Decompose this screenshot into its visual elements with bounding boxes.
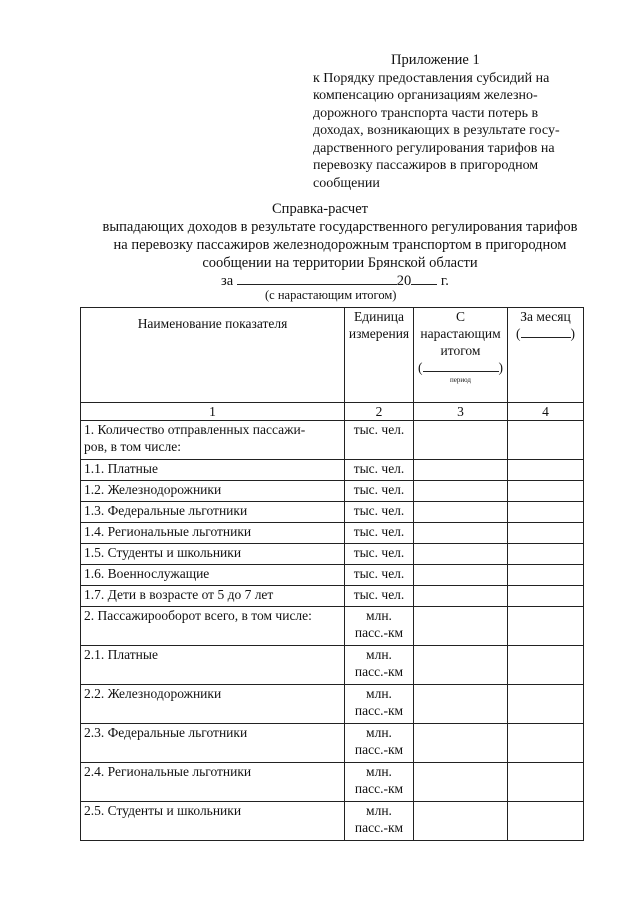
column-number: 1 bbox=[81, 403, 345, 421]
year-blank-field[interactable] bbox=[411, 270, 437, 285]
month-value-cell[interactable] bbox=[508, 763, 584, 802]
row-unit: тыс. чел. bbox=[345, 460, 414, 481]
cumulative-value-cell[interactable] bbox=[414, 724, 508, 763]
row-label: 1.6. Военнослужащие bbox=[81, 565, 345, 586]
period-prefix: за bbox=[221, 273, 234, 289]
row-unit: тыс. чел. bbox=[345, 421, 414, 460]
appendix-line: компенсацию организациям железно- bbox=[313, 88, 538, 103]
column-number: 3 bbox=[414, 403, 508, 421]
row-label: 2.2. Железнодорожники bbox=[81, 685, 345, 724]
header-unit: Единица измерения bbox=[345, 308, 414, 403]
row-unit: тыс. чел. bbox=[345, 565, 414, 586]
row-label: 1.3. Федеральные льготники bbox=[81, 502, 345, 523]
table-header-row bbox=[81, 308, 584, 403]
row-label: 1.7. Дети в возрасте от 5 до 7 лет bbox=[81, 586, 345, 607]
cumulative-note: (с нарастающим итогом) bbox=[265, 288, 397, 302]
row-unit: млн. пасс.-км bbox=[345, 802, 414, 841]
month-value-cell[interactable] bbox=[508, 724, 584, 763]
cumulative-value-cell[interactable] bbox=[414, 523, 508, 544]
appendix-line: доходах, возникающих в результате госу- bbox=[313, 123, 560, 138]
row-label: 1.1. Платные bbox=[81, 460, 345, 481]
cumulative-value-cell[interactable] bbox=[414, 565, 508, 586]
row-label: 2.4. Региональные льготники bbox=[81, 763, 345, 802]
header-month: За месяц ( ) bbox=[508, 308, 584, 403]
table-row bbox=[81, 565, 584, 586]
month-value-cell[interactable] bbox=[508, 481, 584, 502]
period-blank-field[interactable] bbox=[237, 270, 397, 285]
appendix-line: к Порядку предоставления субсидий на bbox=[313, 70, 550, 86]
period-year: 20 bbox=[396, 273, 412, 289]
table-row bbox=[81, 460, 584, 481]
row-label: 1. Количество отправленных пассажи- ров, в том числе: bbox=[81, 421, 345, 460]
row-label: 2.3. Федеральные льготники bbox=[81, 724, 345, 763]
row-unit: тыс. чел. bbox=[345, 481, 414, 502]
row-label: 1.5. Студенты и школьники bbox=[81, 544, 345, 565]
cumulative-value-cell[interactable] bbox=[414, 802, 508, 841]
row-label: 2. Пассажирооборот всего, в том числе: bbox=[81, 607, 345, 646]
column-number: 2 bbox=[345, 403, 414, 421]
month-value-cell[interactable] bbox=[508, 544, 584, 565]
month-value-cell[interactable] bbox=[508, 460, 584, 481]
header-cumulative: С нарастающим итогом ( ) период bbox=[414, 308, 508, 403]
subtitle-line: сообщении на территории Брянской области bbox=[202, 255, 478, 271]
column-number: 4 bbox=[508, 403, 584, 421]
row-unit: млн. пасс.-км bbox=[345, 685, 414, 724]
appendix-title: Приложение 1 bbox=[391, 52, 480, 68]
cumulative-value-cell[interactable] bbox=[414, 607, 508, 646]
period-input[interactable] bbox=[423, 359, 499, 372]
cumulative-value-cell[interactable] bbox=[414, 460, 508, 481]
month-value-cell[interactable] bbox=[508, 523, 584, 544]
month-value-cell[interactable] bbox=[508, 502, 584, 523]
row-label: 1.4. Региональные льготники bbox=[81, 523, 345, 544]
row-unit: тыс. чел. bbox=[345, 502, 414, 523]
table-row bbox=[81, 802, 584, 841]
appendix-line: дарственного регулирования тарифов на bbox=[313, 140, 555, 156]
table-row bbox=[81, 646, 584, 685]
month-value-cell[interactable] bbox=[508, 421, 584, 460]
appendix-block bbox=[313, 52, 585, 192]
subtitle-line: выпадающих доходов в результате государственного регулирования тарифов bbox=[102, 219, 578, 235]
cumulative-value-cell[interactable] bbox=[414, 421, 508, 460]
subtitle-line: на перевозку пассажиров железнодорожным транспортом в пригородном bbox=[113, 237, 567, 253]
period-suffix: г. bbox=[440, 273, 449, 289]
row-unit: млн. пасс.-км bbox=[345, 724, 414, 763]
appendix-line: дорожного транспорта части потерь в bbox=[313, 105, 539, 121]
table-row bbox=[81, 421, 584, 460]
row-unit: тыс. чел. bbox=[345, 586, 414, 607]
month-value-cell[interactable] bbox=[508, 565, 584, 586]
cumulative-value-cell[interactable] bbox=[414, 481, 508, 502]
table-row bbox=[81, 763, 584, 802]
month-value-cell[interactable] bbox=[508, 685, 584, 724]
table-row bbox=[81, 586, 584, 607]
report-table bbox=[80, 307, 584, 841]
row-label: 1.2. Железнодорожники bbox=[81, 481, 345, 502]
month-value-cell[interactable] bbox=[508, 586, 584, 607]
row-unit: млн. пасс.-км bbox=[345, 763, 414, 802]
table-row bbox=[81, 607, 584, 646]
appendix-line: перевозку пассажиров в пригородном bbox=[313, 158, 539, 173]
month-value-cell[interactable] bbox=[508, 607, 584, 646]
document-title: Справка-расчет bbox=[272, 201, 368, 217]
row-label: 2.5. Студенты и школьники bbox=[81, 802, 345, 841]
table-row bbox=[81, 523, 584, 544]
cumulative-value-cell[interactable] bbox=[414, 646, 508, 685]
row-unit: млн. пасс.-км bbox=[345, 607, 414, 646]
period-caption: период bbox=[450, 376, 471, 384]
month-value-cell[interactable] bbox=[508, 646, 584, 685]
cumulative-value-cell[interactable] bbox=[414, 502, 508, 523]
column-numbers-row bbox=[81, 403, 584, 421]
row-unit: тыс. чел. bbox=[345, 544, 414, 565]
table-row bbox=[81, 481, 584, 502]
table-row bbox=[81, 724, 584, 763]
header-indicator: Наименование показателя bbox=[81, 308, 345, 403]
appendix-line: сообщении bbox=[313, 175, 380, 191]
table-row bbox=[81, 502, 584, 523]
table-row bbox=[81, 544, 584, 565]
document-subtitle bbox=[80, 218, 600, 272]
row-label: 2.1. Платные bbox=[81, 646, 345, 685]
cumulative-value-cell[interactable] bbox=[414, 544, 508, 565]
row-unit: млн. пасс.-км bbox=[345, 646, 414, 685]
month-value-cell[interactable] bbox=[508, 802, 584, 841]
row-unit: тыс. чел. bbox=[345, 523, 414, 544]
table-row bbox=[81, 685, 584, 724]
cumulative-value-cell[interactable] bbox=[414, 586, 508, 607]
month-input[interactable] bbox=[521, 325, 571, 338]
cumulative-value-cell[interactable] bbox=[414, 685, 508, 724]
appendix-body bbox=[313, 70, 585, 193]
cumulative-value-cell[interactable] bbox=[414, 763, 508, 802]
